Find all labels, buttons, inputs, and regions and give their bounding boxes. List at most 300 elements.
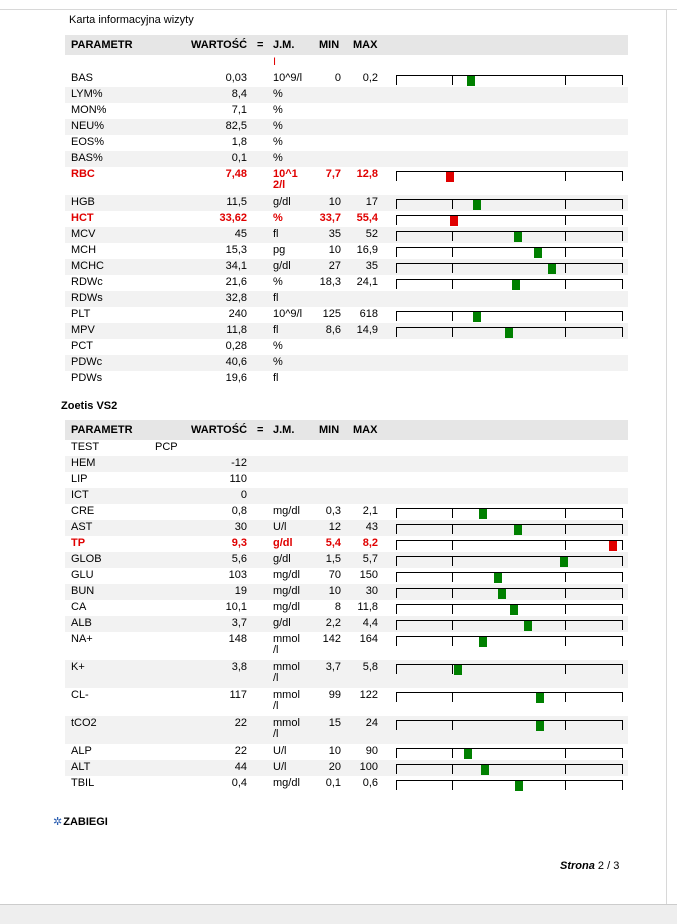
col-min: MIN <box>319 424 340 436</box>
col-unit: J.M. <box>273 424 295 436</box>
parameter-min: 20 <box>328 761 341 773</box>
parameter-unit: 10^9/l <box>273 72 303 84</box>
range-tick <box>622 665 623 674</box>
parameter-name: MON% <box>71 104 107 116</box>
parameter-unit: mg/dl <box>273 585 300 597</box>
range-tick <box>452 312 453 321</box>
table-row <box>65 371 628 387</box>
range-tick <box>565 312 566 321</box>
table-row <box>65 339 628 355</box>
table-row <box>65 472 628 488</box>
parameter-value: -12 <box>231 457 247 469</box>
parameter-max: 5,8 <box>362 661 378 673</box>
page-bottom-band <box>0 904 677 924</box>
col-value: WARTOŚĆ <box>191 39 248 51</box>
range-bar <box>396 279 623 289</box>
range-tick <box>452 749 453 758</box>
parameter-value: 22 <box>234 717 247 729</box>
range-tick <box>622 693 623 702</box>
col-value: WARTOŚĆ <box>191 424 248 436</box>
range-tick <box>452 509 453 518</box>
range-tick <box>396 621 397 630</box>
range-tick <box>565 172 566 181</box>
value-marker <box>446 172 454 182</box>
parameter-unit: 10^9/l <box>273 308 303 320</box>
table-row <box>65 291 628 307</box>
value-marker <box>536 693 544 703</box>
range-tick <box>622 589 623 598</box>
range-tick <box>565 216 566 225</box>
parameter-name: RBC <box>71 168 95 180</box>
parameter-max: 11,8 <box>357 601 378 613</box>
parameter-min: 0,1 <box>325 777 341 789</box>
parameter-value: 19,6 <box>225 372 247 384</box>
parameter-name: tCO2 <box>71 717 97 729</box>
range-tick <box>452 264 453 273</box>
parameter-min: 10 <box>328 244 341 256</box>
parameter-max: 122 <box>359 689 378 701</box>
parameter-name: NEU% <box>71 120 105 132</box>
parameter-value: 30 <box>234 521 247 533</box>
range-tick <box>622 749 623 758</box>
procedures-heading <box>53 815 108 828</box>
parameter-unit: g/dl <box>273 553 291 565</box>
range-tick <box>452 693 453 702</box>
range-tick <box>396 605 397 614</box>
table-header-biochemistry <box>65 420 628 440</box>
range-tick <box>622 312 623 321</box>
parameter-unit: U/l <box>273 745 287 757</box>
test-row <box>65 440 628 456</box>
parameter-max: 16,9 <box>356 244 378 256</box>
parameter-name: ALT <box>71 761 91 773</box>
range-tick <box>396 76 397 85</box>
value-marker <box>505 328 513 338</box>
parameter-value: 148 <box>228 633 247 645</box>
range-bar <box>396 215 623 225</box>
range-tick <box>622 541 623 550</box>
range-tick <box>396 280 397 289</box>
range-tick <box>622 280 623 289</box>
parameter-unit: % <box>273 104 283 116</box>
range-tick <box>396 216 397 225</box>
parameter-unit: % <box>273 356 283 368</box>
range-tick <box>565 665 566 674</box>
range-bar <box>396 572 623 582</box>
value-marker <box>479 509 487 519</box>
table-row <box>65 716 628 744</box>
range-bar <box>396 748 623 758</box>
parameter-name: CL- <box>71 689 89 701</box>
table-row <box>65 211 628 227</box>
parameter-unit: % <box>273 88 283 100</box>
range-tick <box>565 541 566 550</box>
range-tick <box>396 525 397 534</box>
parameter-value: 82,5 <box>225 120 247 132</box>
range-tick <box>396 541 397 550</box>
range-tick <box>565 621 566 630</box>
parameter-unit: g/dl <box>273 260 291 272</box>
range-tick <box>452 248 453 257</box>
parameter-name: MCV <box>71 228 96 240</box>
parameter-unit: mg/dl <box>273 569 300 581</box>
parameter-min: 35 <box>328 228 341 240</box>
parameter-name: BAS <box>71 72 94 84</box>
range-tick <box>396 589 397 598</box>
table-row <box>65 688 628 716</box>
page-total: / 3 <box>607 860 620 872</box>
value-marker <box>536 721 544 731</box>
parameter-value: 1,8 <box>231 136 247 148</box>
col-equals: = <box>257 39 264 51</box>
range-tick <box>565 693 566 702</box>
parameter-max: 90 <box>365 745 378 757</box>
range-tick <box>452 525 453 534</box>
table-row <box>65 71 628 87</box>
parameter-value: 240 <box>228 308 247 320</box>
parameter-name: HGB <box>71 196 95 208</box>
table-row <box>65 227 628 243</box>
range-tick <box>396 693 397 702</box>
parameter-name: TBIL <box>71 777 95 789</box>
parameter-max: 4,4 <box>362 617 378 629</box>
parameter-min: 3,7 <box>325 661 341 673</box>
range-tick <box>396 509 397 518</box>
range-tick <box>396 637 397 646</box>
parameter-value: 7,48 <box>225 168 247 180</box>
range-tick <box>452 328 453 337</box>
table-row <box>65 456 628 472</box>
col-parameter: PARAMETR <box>71 39 133 51</box>
parameter-name: BUN <box>71 585 95 597</box>
value-marker <box>464 749 472 759</box>
range-bar <box>396 636 623 646</box>
value-marker <box>512 280 520 290</box>
range-bar <box>396 780 623 790</box>
parameter-min: 12 <box>328 521 341 533</box>
range-tick <box>452 765 453 774</box>
range-tick <box>565 749 566 758</box>
parameter-name: LYM% <box>71 88 103 100</box>
parameter-min: 18,3 <box>319 276 341 288</box>
range-tick <box>622 637 623 646</box>
parameter-name: MPV <box>71 324 95 336</box>
parameter-value: 3,8 <box>231 661 247 673</box>
value-marker <box>494 573 502 583</box>
parameter-min: 27 <box>328 260 341 272</box>
parameter-name: MCHC <box>71 260 104 272</box>
range-tick <box>452 721 453 730</box>
parameter-unit: % <box>273 152 283 164</box>
parameter-unit: mg/dl <box>273 777 300 789</box>
range-tick <box>622 248 623 257</box>
table-row <box>65 660 628 688</box>
table-header-hematology <box>65 35 628 55</box>
range-tick <box>396 248 397 257</box>
table-row <box>65 776 628 792</box>
parameter-value: 10,1 <box>225 601 247 613</box>
col-max: MAX <box>353 424 378 436</box>
range-tick <box>396 264 397 273</box>
parameter-max: 8,2 <box>362 537 378 549</box>
parameter-unit: U/l <box>273 761 287 773</box>
range-tick <box>622 621 623 630</box>
value-marker <box>560 557 568 567</box>
table-row <box>65 488 628 504</box>
col-max: MAX <box>353 39 378 51</box>
range-tick <box>396 200 397 209</box>
range-tick <box>396 765 397 774</box>
parameter-max: 164 <box>359 633 378 645</box>
parameter-name: RDWs <box>71 292 103 304</box>
range-tick <box>622 781 623 790</box>
range-tick <box>452 76 453 85</box>
value-marker <box>548 264 556 274</box>
table-row <box>65 103 628 119</box>
range-bar <box>396 720 623 730</box>
range-tick <box>396 781 397 790</box>
range-bar <box>396 764 623 774</box>
parameter-name: GLU <box>71 569 94 581</box>
table-row <box>65 195 628 211</box>
range-tick <box>396 557 397 566</box>
parameter-min: 99 <box>328 689 341 701</box>
range-tick <box>622 557 623 566</box>
parameter-min: 10 <box>328 585 341 597</box>
table-row <box>65 323 628 339</box>
parameter-max: 24,1 <box>356 276 378 288</box>
value-marker <box>609 541 617 551</box>
range-bar <box>396 540 623 550</box>
parameter-name: BAS% <box>71 152 103 164</box>
col-equals: = <box>257 424 264 436</box>
range-bar <box>396 588 623 598</box>
table-row <box>65 760 628 776</box>
parameter-unit: g/dl <box>273 537 293 549</box>
parameter-name: TP <box>71 537 86 549</box>
range-bar <box>396 263 623 273</box>
parameter-value: 0,8 <box>231 505 247 517</box>
test-label: TEST <box>71 441 100 453</box>
table-row <box>65 167 628 195</box>
parameter-value: 0,28 <box>225 340 247 352</box>
range-tick <box>622 76 623 85</box>
table-row <box>65 355 628 371</box>
range-tick <box>565 573 566 582</box>
test-value: PCP <box>155 441 178 453</box>
parameter-max: 0,2 <box>362 72 378 84</box>
table-row <box>65 632 628 660</box>
range-tick <box>452 232 453 241</box>
value-marker <box>498 589 506 599</box>
parameter-value: 8,4 <box>231 88 247 100</box>
range-tick <box>452 589 453 598</box>
range-tick <box>622 216 623 225</box>
range-tick <box>396 328 397 337</box>
parameter-name: HEM <box>71 457 96 469</box>
range-tick <box>396 665 397 674</box>
parameter-value: 110 <box>229 473 247 485</box>
parameter-value: 34,1 <box>225 260 247 272</box>
parameter-name: PLT <box>71 308 91 320</box>
range-tick <box>396 573 397 582</box>
range-tick <box>452 573 453 582</box>
range-tick <box>565 509 566 518</box>
value-marker <box>479 637 487 647</box>
range-tick <box>565 637 566 646</box>
range-bar <box>396 247 623 257</box>
range-tick <box>396 749 397 758</box>
range-tick <box>396 172 397 181</box>
table-row <box>65 87 628 103</box>
parameter-min: 33,7 <box>319 212 341 224</box>
parameter-unit: fl <box>273 292 279 304</box>
range-tick <box>452 557 453 566</box>
parameter-value: 9,3 <box>231 537 247 549</box>
parameter-value: 3,7 <box>231 617 247 629</box>
range-tick <box>452 621 453 630</box>
range-tick <box>565 781 566 790</box>
value-marker <box>515 781 523 791</box>
range-tick <box>452 781 453 790</box>
parameter-min: 2,2 <box>325 617 341 629</box>
parameter-unit: % <box>273 120 283 132</box>
parameter-value: 0,4 <box>231 777 247 789</box>
range-bar <box>396 199 623 209</box>
col-unit: J.M. <box>273 39 295 51</box>
range-tick <box>565 765 566 774</box>
value-marker <box>467 76 475 86</box>
parameter-max: 24 <box>365 717 378 729</box>
range-tick <box>565 76 566 85</box>
parameter-max: 618 <box>359 308 378 320</box>
parameter-value: 45 <box>234 228 247 240</box>
range-bar <box>396 231 623 241</box>
range-tick <box>622 172 623 181</box>
table-row <box>65 151 628 167</box>
parameter-name: K+ <box>71 661 85 673</box>
parameter-min: 8,6 <box>325 324 341 336</box>
parameter-min: 0,3 <box>325 505 341 517</box>
table-row <box>65 744 628 760</box>
range-tick <box>565 248 566 257</box>
parameter-max: 30 <box>365 585 378 597</box>
parameter-max: 150 <box>359 569 378 581</box>
range-tick <box>622 328 623 337</box>
parameter-max: 55,4 <box>356 212 378 224</box>
parameter-min: 1,5 <box>325 553 341 565</box>
table-row <box>65 552 628 568</box>
parameter-name: EOS% <box>71 136 105 148</box>
range-tick <box>396 721 397 730</box>
range-bar <box>396 620 623 630</box>
parameter-min: 5,4 <box>325 537 341 549</box>
parameter-max: 52 <box>365 228 378 240</box>
value-marker <box>534 248 542 258</box>
parameter-unit: mmol /l <box>273 633 300 656</box>
range-bar <box>396 556 623 566</box>
table-row <box>65 119 628 135</box>
parameter-unit: % <box>273 340 283 352</box>
table-row <box>65 616 628 632</box>
parameter-value: 22 <box>234 745 247 757</box>
parameter-name: CA <box>71 601 87 613</box>
table-row <box>65 135 628 151</box>
parameter-value: 19 <box>234 585 247 597</box>
value-marker <box>450 216 458 226</box>
value-marker <box>510 605 518 615</box>
parameter-value: 0,1 <box>231 152 247 164</box>
range-tick <box>565 232 566 241</box>
parameter-unit: % <box>273 136 283 148</box>
parameter-unit: 10^1 2/l <box>273 168 298 191</box>
range-tick <box>622 264 623 273</box>
procedures-label: ZABIEGI <box>63 816 108 828</box>
range-tick <box>622 721 623 730</box>
table-row <box>65 504 628 520</box>
parameter-name: ICT <box>71 489 89 501</box>
parameter-name: AST <box>71 521 93 533</box>
parameter-value: 32,8 <box>225 292 247 304</box>
document-title: Karta informacyjna wizyty <box>69 14 194 26</box>
table-row <box>65 259 628 275</box>
parameter-value: 44 <box>234 761 247 773</box>
section-title-zoetis: Zoetis VS2 <box>61 400 118 412</box>
range-tick <box>565 264 566 273</box>
table-row <box>65 568 628 584</box>
parameter-value: 7,1 <box>231 104 247 116</box>
table-row <box>65 536 628 552</box>
table-row <box>65 275 628 291</box>
value-marker <box>454 665 462 675</box>
header-note-row <box>65 55 628 69</box>
parameter-value: 15,3 <box>225 244 247 256</box>
parameter-max: 100 <box>359 761 378 773</box>
parameter-name: LIP <box>71 473 88 485</box>
range-tick <box>452 280 453 289</box>
col-parameter: PARAMETR <box>71 424 133 436</box>
parameter-min: 8 <box>334 601 341 613</box>
col-min: MIN <box>319 39 340 51</box>
parameter-unit: fl <box>273 324 279 336</box>
range-tick <box>622 573 623 582</box>
parameter-name: PDWc <box>71 356 103 368</box>
parameter-unit: mmol /l <box>273 661 300 684</box>
range-tick <box>565 525 566 534</box>
parameter-name: PDWs <box>71 372 103 384</box>
parameter-name: CRE <box>71 505 95 517</box>
page-current: 2 <box>597 860 605 872</box>
parameter-min: 10 <box>328 196 341 208</box>
parameter-min: 70 <box>328 569 341 581</box>
value-marker <box>514 525 522 535</box>
parameter-value: 11,5 <box>226 196 247 208</box>
range-bar <box>396 311 623 321</box>
range-tick <box>452 637 453 646</box>
parameter-name: HCT <box>71 212 94 224</box>
parameter-unit: mmol /l <box>273 689 300 712</box>
parameter-unit: pg <box>273 244 286 256</box>
parameter-max: 43 <box>365 521 378 533</box>
parameter-name: RDWc <box>71 276 103 288</box>
range-tick <box>452 200 453 209</box>
parameter-value: 21,6 <box>225 276 247 288</box>
parameter-min: 10 <box>328 745 341 757</box>
parameter-value: 103 <box>228 569 247 581</box>
parameter-unit: g/dl <box>273 196 291 208</box>
range-tick <box>452 665 453 674</box>
range-tick <box>565 328 566 337</box>
